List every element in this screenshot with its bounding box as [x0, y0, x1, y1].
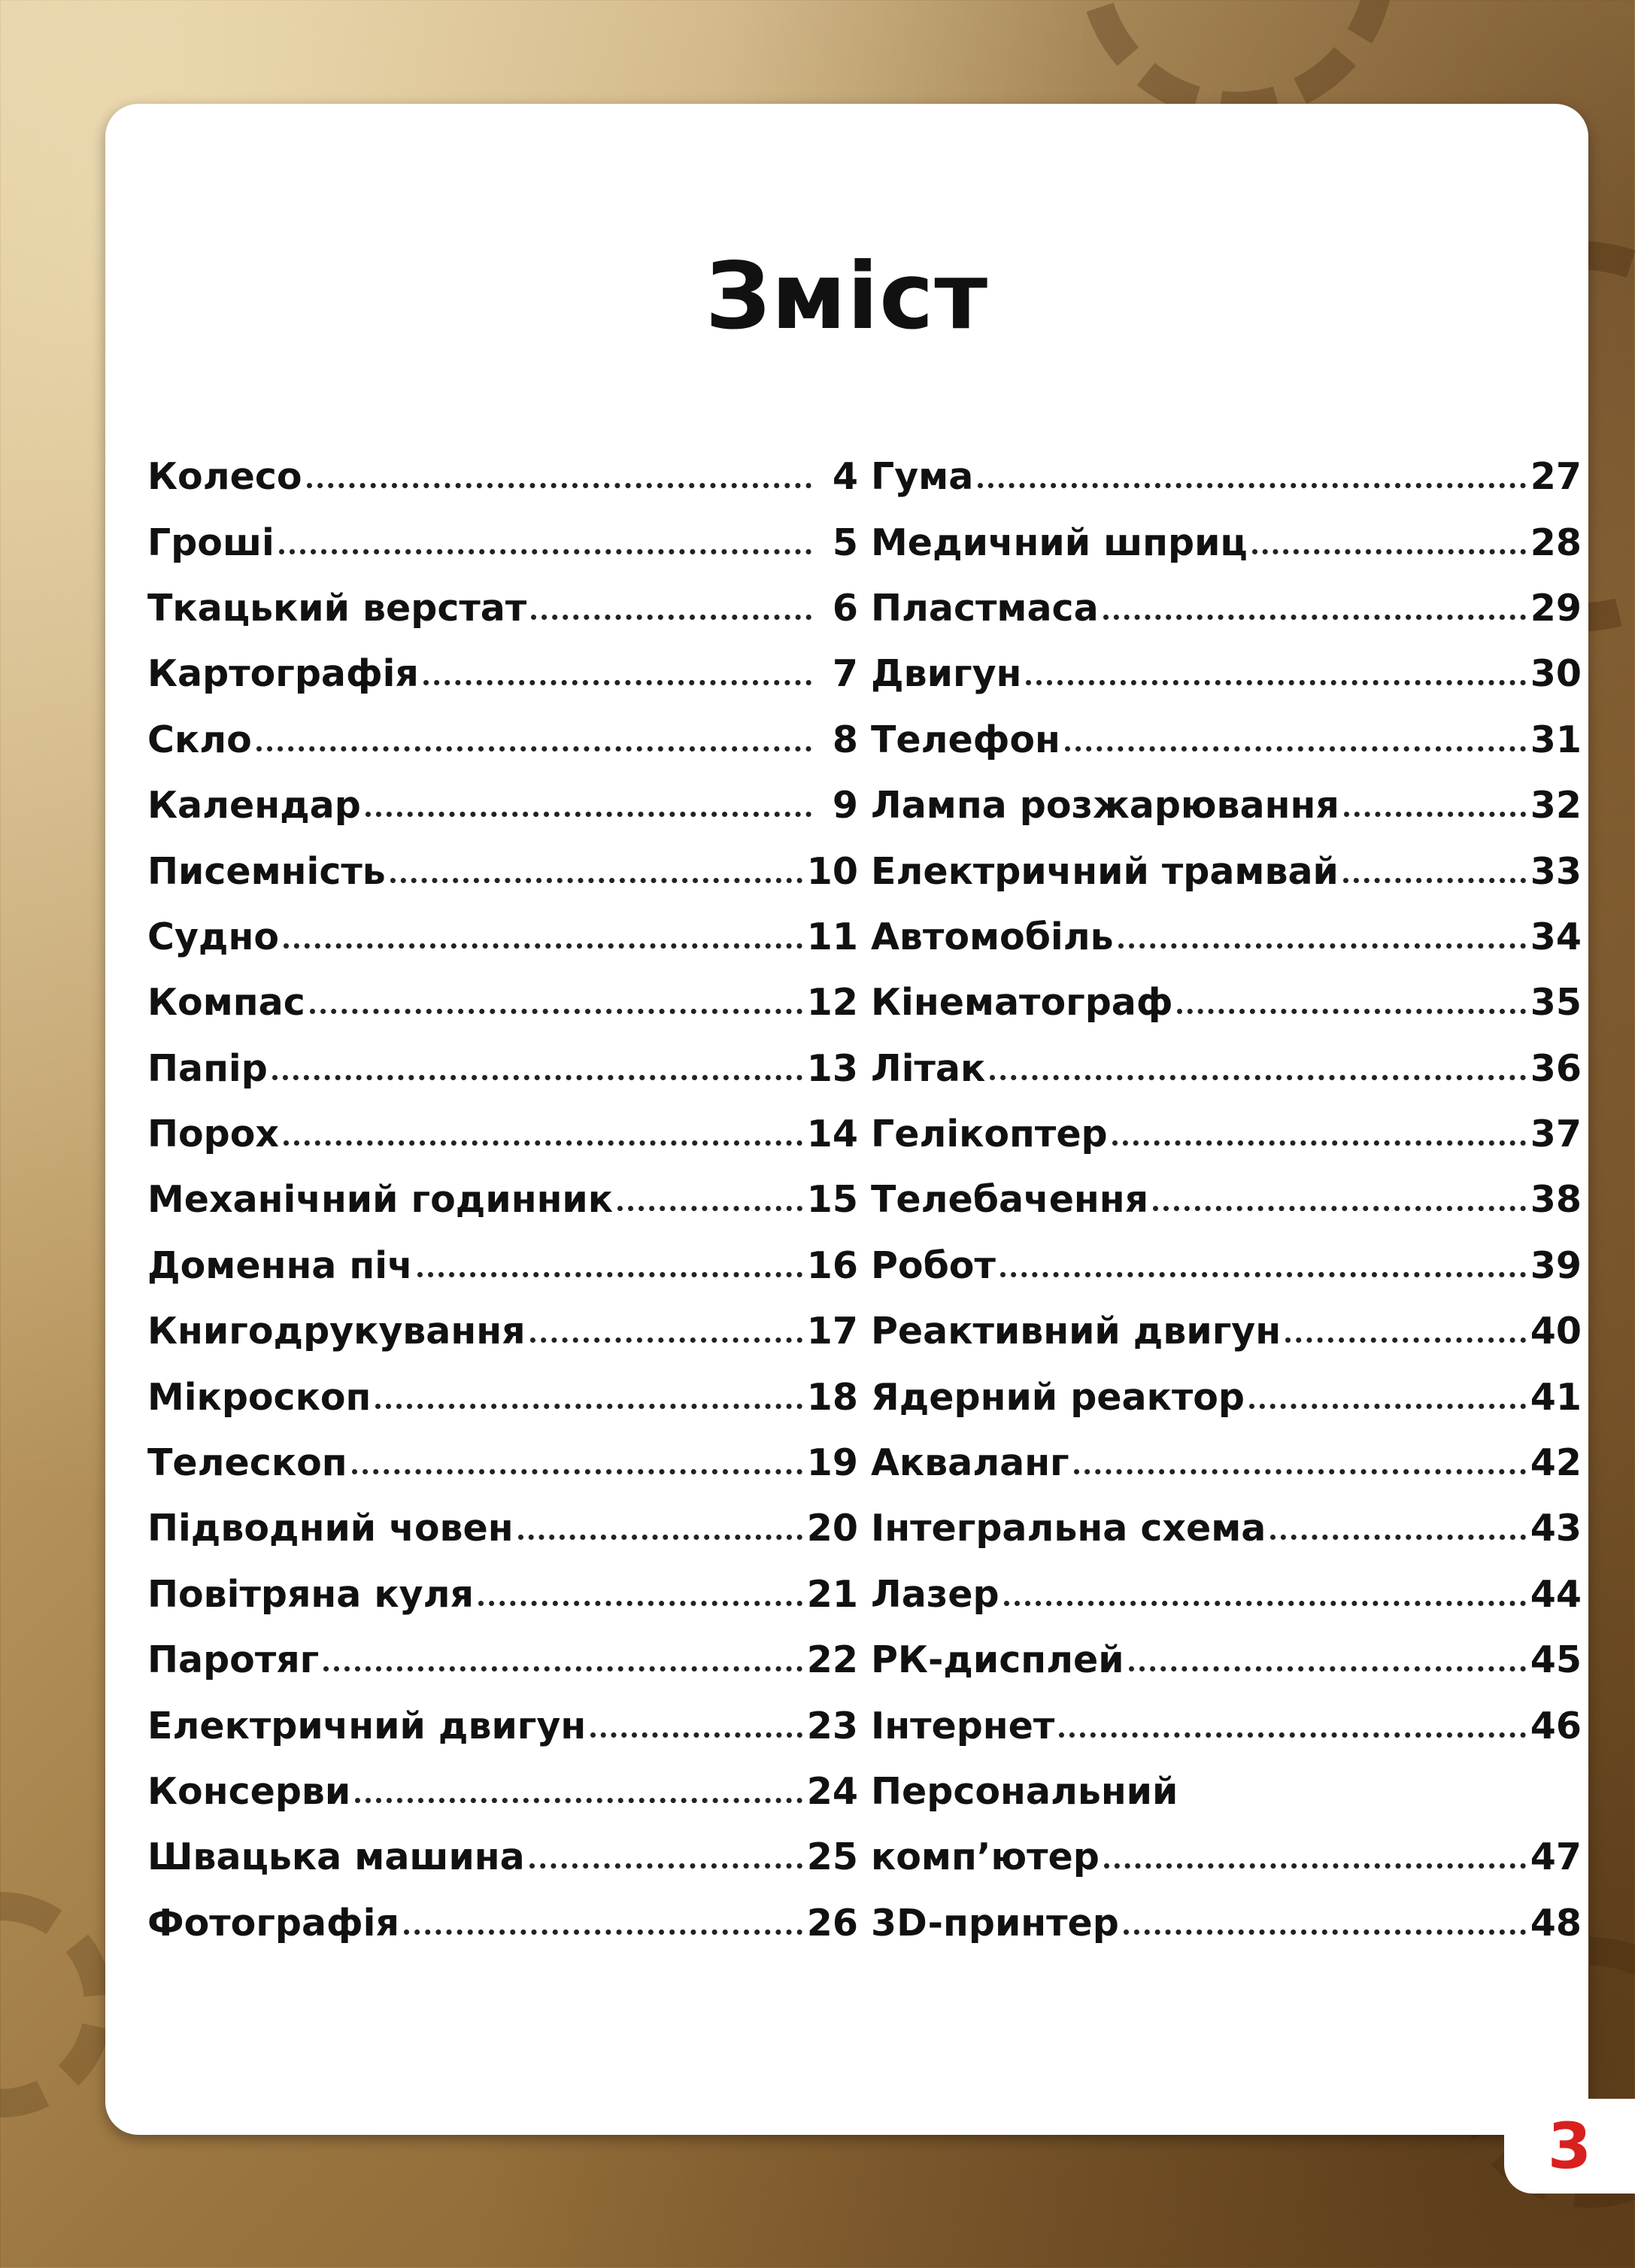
toc-entry[interactable]: [147, 1627, 858, 1693]
toc-entry-title: Інтегральна схема: [871, 1507, 1266, 1550]
toc-entry-title: Гроші: [147, 521, 275, 564]
dot-leader: [284, 943, 802, 949]
dot-leader: [256, 746, 811, 751]
toc-entry-title: Реактивний двигун: [871, 1310, 1282, 1353]
toc-entry[interactable]: [147, 1430, 858, 1495]
toc-entry-page-number: 36: [1530, 1046, 1582, 1090]
toc-entry-page-number: 8: [832, 718, 858, 761]
background-gear: [0, 1892, 113, 2118]
toc-entry-title: Ткацький верстат: [147, 586, 527, 630]
toc-entry-title: Календар: [147, 784, 361, 827]
dot-leader: [1124, 1929, 1526, 1935]
dot-leader: [284, 1140, 802, 1146]
toc-entry[interactable]: [871, 707, 1582, 773]
toc-entry-title: Папір: [147, 1046, 268, 1090]
toc-entry-title: Автомобіль: [871, 915, 1114, 958]
toc-entry-page-number: 4: [832, 455, 858, 499]
toc-entry-title: Гелікоптер: [871, 1113, 1108, 1156]
toc-entry[interactable]: [871, 1759, 1582, 1824]
dot-leader: [307, 483, 811, 488]
toc-entry[interactable]: [147, 707, 858, 773]
toc-entry-page-number: 31: [1530, 718, 1582, 761]
toc-entry[interactable]: [871, 1562, 1582, 1627]
toc-entry-title: Консерви: [147, 1770, 351, 1813]
dot-leader: [1104, 1863, 1526, 1869]
toc-entry-title: Кінематограф: [871, 981, 1173, 1025]
toc-entry-page-number: 40: [1530, 1310, 1582, 1353]
toc-entry-title: Писемність: [147, 849, 386, 893]
toc-entry-title: Паротяг: [147, 1638, 320, 1682]
toc-entry-title: Фотографія: [147, 1901, 399, 1945]
dot-leader: [1118, 943, 1526, 949]
toc-entry-page-number: 30: [1530, 652, 1582, 696]
dot-leader: [1344, 812, 1526, 817]
dot-leader: [1153, 1206, 1526, 1211]
toc-entry-title: РК-дисплей: [871, 1638, 1124, 1682]
toc-entry-page-number: 20: [806, 1507, 858, 1550]
dot-leader: [1059, 1732, 1526, 1738]
toc-entry[interactable]: [871, 1430, 1582, 1495]
toc-entry-page-number: 48: [1530, 1901, 1582, 1945]
dot-leader: [531, 615, 811, 620]
toc-entry[interactable]: [871, 509, 1582, 575]
dot-leader: [390, 878, 802, 883]
toc-entry-page-number: 32: [1530, 784, 1582, 827]
dot-leader: [1129, 1666, 1526, 1671]
toc-entry[interactable]: [871, 1627, 1582, 1693]
toc-entry[interactable]: [147, 1890, 858, 1956]
toc-entry-page-number: 42: [1530, 1441, 1582, 1485]
toc-entry-title: Швацька машина: [147, 1835, 525, 1879]
dot-leader: [279, 549, 811, 554]
toc-entry-title: Телескоп: [147, 1441, 347, 1485]
dot-leader: [417, 1272, 802, 1277]
toc-entry[interactable]: [147, 1495, 858, 1561]
toc-entry-title: Колесо: [147, 455, 302, 499]
dot-leader: [366, 812, 811, 817]
dot-leader: [404, 1929, 802, 1935]
toc-entry[interactable]: [871, 1364, 1582, 1429]
toc-entry-page-number: 27: [1530, 455, 1582, 499]
toc-entry[interactable]: [147, 444, 858, 509]
toc-entry-title: Картографія: [147, 652, 419, 696]
toc-entry[interactable]: [871, 1824, 1582, 1890]
toc-entry[interactable]: [147, 1759, 858, 1824]
toc-entry-title: Телебачення: [871, 1178, 1149, 1222]
toc-entry-title: Персональний: [871, 1770, 1178, 1813]
background-gear: [1078, 0, 1394, 120]
dot-leader: [1270, 1535, 1525, 1540]
toc-entry-page-number: 17: [806, 1310, 858, 1353]
toc-entry-title: Ядерний реактор: [871, 1375, 1245, 1419]
dot-leader: [1074, 1469, 1526, 1474]
toc-entry-title: Порох: [147, 1113, 280, 1156]
toc-entry-page-number: 19: [806, 1441, 858, 1485]
toc-entry-title: Механічний годинник: [147, 1178, 614, 1222]
toc-entry[interactable]: [147, 904, 858, 970]
dot-leader: [1249, 1404, 1526, 1409]
toc-entry-title: Доменна піч: [147, 1243, 413, 1287]
toc-entry[interactable]: [147, 1298, 858, 1364]
dot-leader: [310, 1009, 802, 1014]
toc-entry-title: 3D-принтер: [871, 1901, 1119, 1945]
dot-leader: [529, 1863, 802, 1869]
toc-entry-page-number: 44: [1530, 1572, 1582, 1616]
toc-entry-title: Телефон: [871, 718, 1060, 761]
toc-entry[interactable]: [871, 575, 1582, 641]
toc-entry[interactable]: [871, 1495, 1582, 1561]
toc-entry-title: Електричний трамвай: [871, 849, 1339, 893]
toc-entry-title: Мікроскоп: [147, 1375, 372, 1419]
toc-entry-page-number: 33: [1530, 849, 1582, 893]
dot-leader: [1000, 1272, 1526, 1277]
dot-leader: [1103, 615, 1526, 620]
toc-entry-page-number: 26: [806, 1901, 858, 1945]
toc-entry-page-number: 29: [1530, 586, 1582, 630]
toc-entry-title: Робот: [871, 1243, 996, 1287]
toc-entry[interactable]: [871, 1036, 1582, 1101]
toc-entry[interactable]: [871, 838, 1582, 903]
toc-entry-title: Підводний човен: [147, 1507, 514, 1550]
toc-entry[interactable]: [147, 1364, 858, 1429]
toc-entry-page-number: 15: [806, 1178, 858, 1222]
toc-entry[interactable]: [871, 1167, 1582, 1232]
dot-leader: [1285, 1337, 1526, 1343]
dot-leader: [978, 483, 1526, 488]
toc-entry-title: Акваланг: [871, 1441, 1069, 1485]
toc-entry[interactable]: [147, 838, 858, 903]
toc-entry-page-number: 9: [832, 784, 858, 827]
toc-entry-title: Двигун: [871, 652, 1022, 696]
dot-leader: [478, 1601, 802, 1606]
toc-entry[interactable]: [147, 1036, 858, 1101]
toc-entry[interactable]: [147, 1233, 858, 1298]
dot-leader: [1004, 1601, 1526, 1606]
toc-entry[interactable]: [147, 773, 858, 838]
dot-leader: [272, 1075, 802, 1080]
toc-entry-page-number: 11: [806, 915, 858, 958]
dot-leader: [530, 1337, 802, 1343]
toc-entry[interactable]: [871, 773, 1582, 838]
toc-entry[interactable]: [871, 904, 1582, 970]
dot-leader: [323, 1666, 802, 1671]
toc-entry-page-number: 35: [1530, 981, 1582, 1025]
dot-leader: [1065, 746, 1526, 751]
toc-entry-title: Літак: [871, 1046, 986, 1090]
toc-entry-title: Пластмаса: [871, 586, 1099, 630]
toc-entry-title: Інтернет: [871, 1704, 1055, 1747]
toc-entry-title: Медичний шприц: [871, 521, 1248, 564]
toc-entry[interactable]: [147, 641, 858, 706]
toc-entry-title: Книгодрукування: [147, 1310, 526, 1353]
contents-card: [105, 104, 1588, 2135]
toc-entry-page-number: 21: [806, 1572, 858, 1616]
toc-entry-page-number: 47: [1530, 1835, 1582, 1879]
toc-entry-page-number: 39: [1530, 1243, 1582, 1287]
toc-entry[interactable]: [147, 1824, 858, 1890]
toc-entry-title: Гума: [871, 455, 974, 499]
toc-entry-page-number: 28: [1530, 521, 1582, 564]
toc-entry[interactable]: [147, 1693, 858, 1758]
page-title: Зміст: [705, 243, 989, 350]
toc-entry[interactable]: [871, 1298, 1582, 1364]
dot-leader: [590, 1732, 802, 1738]
dot-leader: [1026, 680, 1525, 685]
dot-leader: [990, 1075, 1526, 1080]
toc-entry-title: Лампа розжарювання: [871, 784, 1339, 827]
toc-entry-page-number: 22: [806, 1638, 858, 1682]
toc-entry-page-number: 45: [1530, 1638, 1582, 1682]
toc-entry[interactable]: [871, 641, 1582, 706]
dot-leader: [1343, 878, 1526, 883]
dot-leader: [1177, 1009, 1525, 1014]
page-number: 3: [1504, 2099, 1635, 2194]
dot-leader: [1112, 1140, 1526, 1146]
dot-leader: [1252, 549, 1526, 554]
toc-entry[interactable]: [147, 1101, 858, 1167]
dot-leader: [355, 1798, 802, 1803]
toc-entry-page-number: 23: [806, 1704, 858, 1747]
toc-entry[interactable]: [871, 970, 1582, 1035]
toc-entry-title: Повітряна куля: [147, 1572, 474, 1616]
toc-entry-page-number: 34: [1530, 915, 1582, 958]
toc-entry-page-number: 14: [806, 1113, 858, 1156]
toc-entry[interactable]: [147, 970, 858, 1035]
toc-entry[interactable]: [871, 1101, 1582, 1167]
toc-entry[interactable]: [147, 1562, 858, 1627]
toc-entry-title: Компас: [147, 981, 305, 1025]
dot-leader: [617, 1206, 802, 1211]
toc-entry-page-number: 10: [806, 849, 858, 893]
toc-entry[interactable]: [147, 509, 858, 575]
toc-entry-page-number: 5: [832, 521, 858, 564]
toc-entry-page-number: 43: [1530, 1507, 1582, 1550]
toc-entry-page-number: 38: [1530, 1178, 1582, 1222]
dot-leader: [375, 1404, 802, 1409]
toc-entry-page-number: 7: [832, 652, 858, 696]
toc-entry-title: Скло: [147, 718, 252, 761]
toc-entry-title: Електричний двигун: [147, 1704, 587, 1747]
toc-entry-page-number: 16: [806, 1243, 858, 1287]
toc-entry[interactable]: [147, 575, 858, 641]
toc-column-right: [871, 444, 1582, 1956]
toc-entry-page-number: 41: [1530, 1375, 1582, 1419]
dot-leader: [352, 1469, 802, 1474]
toc-entry-page-number: 25: [806, 1835, 858, 1879]
toc-entry[interactable]: [871, 1693, 1582, 1758]
toc-entry-page-number: 37: [1530, 1113, 1582, 1156]
toc-entry-page-number: 18: [806, 1375, 858, 1419]
toc-entry[interactable]: [871, 1233, 1582, 1298]
dot-leader: [423, 680, 811, 685]
toc-entry-page-number: 13: [806, 1046, 858, 1090]
toc-entry-page-number: 6: [832, 586, 858, 630]
toc-entry[interactable]: [147, 1167, 858, 1232]
toc-entry-title: Лазер: [871, 1572, 1000, 1616]
toc-entry[interactable]: [871, 444, 1582, 509]
toc-entry-page-number: 12: [806, 981, 858, 1025]
toc-column-left: [147, 444, 858, 1956]
toc-entry-title: комп’ютер: [871, 1835, 1100, 1879]
toc-entry-title: Судно: [147, 915, 279, 958]
toc-entry-page-number: 24: [806, 1770, 858, 1813]
toc-entry-page-number: 46: [1530, 1704, 1582, 1747]
toc-entry[interactable]: [871, 1890, 1582, 1956]
dot-leader: [518, 1535, 802, 1540]
